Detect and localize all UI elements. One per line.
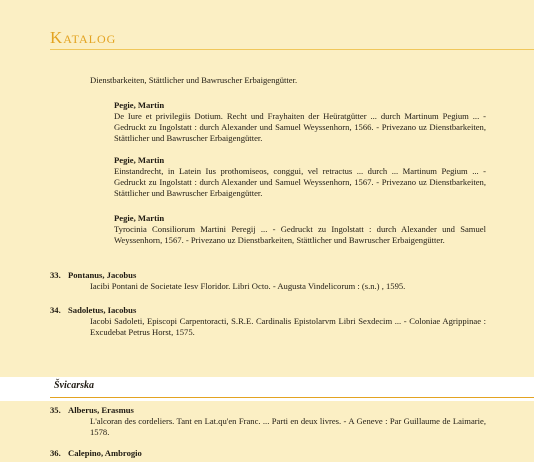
entry-number: 35. [50, 405, 61, 415]
entry-author: Pegie, Martin [114, 213, 165, 223]
entry-text: Tyrocinia Consiliorum Martini Peregij ... - Gedruckt zu Ingolstatt : durch Alexander und Samuel Weyssenhorn, 1567. - Privezano uz Dienstbarkeiten, Stättlicher und Bawruscher Erbaigengütter. [114, 224, 486, 246]
entry-author: Pegie, Martin [114, 155, 165, 165]
entry-author: Alberus, Erasmus [68, 405, 134, 415]
entry-text: De Iure et privilegiis Dotium. Recht und Frayhaiten der Heüratgütter ... durch Martinum Pegium ... - Gedruckt zu Ingolstatt : durch Alexander und Samuel Weyssenhorn, 1566. - Privezano uz Dienstbarkeiten, Stättlicher und Bawruscher Erbaigengütter. [114, 111, 486, 144]
entry-text: Iacibi Pontani de Societate Iesv Floridor. Libri Octo. - Augusta Vindelicorum : (s.n.) , 1595. [90, 281, 406, 291]
entry-author: Sadoletus, Iacobus [68, 305, 137, 315]
section-divider [50, 397, 534, 398]
entry-number: 36. [50, 448, 61, 458]
continuation-text: Dienstbarkeiten, Stättlicher und Bawruscher Erbaigengütter. [90, 75, 298, 85]
entry-author: Calepino, Ambrogio [68, 448, 142, 458]
entry-number: 33. [50, 270, 61, 280]
header-divider [50, 49, 534, 50]
page-title: Katalog [50, 28, 117, 47]
page-header [0, 0, 534, 60]
entry-text: L'alcoran des cordeliers. Tant en Lat.qu'en Franc. ... Parti en deux livres. - A Geneve : Par Guillaume de Laimarie, 1578. [90, 416, 486, 438]
section-title: Švicarska [54, 380, 94, 391]
entry-author: Pegie, Martin [114, 100, 165, 110]
entry-number: 34. [50, 305, 61, 315]
entry-text: Iacobi Sadoleti, Episcopi Carpentoracti, S.R.E. Cardinalis Epistolarvm Libri Sexdecim ... - Coloniae Agrippinae : Excudebat Petrus Horst, 1575. [90, 316, 486, 338]
entry-text: Einstandrecht, in Latein Ius prothomiseos, conggui, vel retractus ... durch ... Martinum Pegium ... - Gedruckt zu Ingolstatt : durch Alexander und Samuel Weyssenhorn, 1567. - Privezano uz Dienstbarkeiten, Stättlicher und Bawruscher Erbaigengütter. [114, 166, 486, 199]
entry-author: Pontanus, Jacobus [68, 270, 137, 280]
